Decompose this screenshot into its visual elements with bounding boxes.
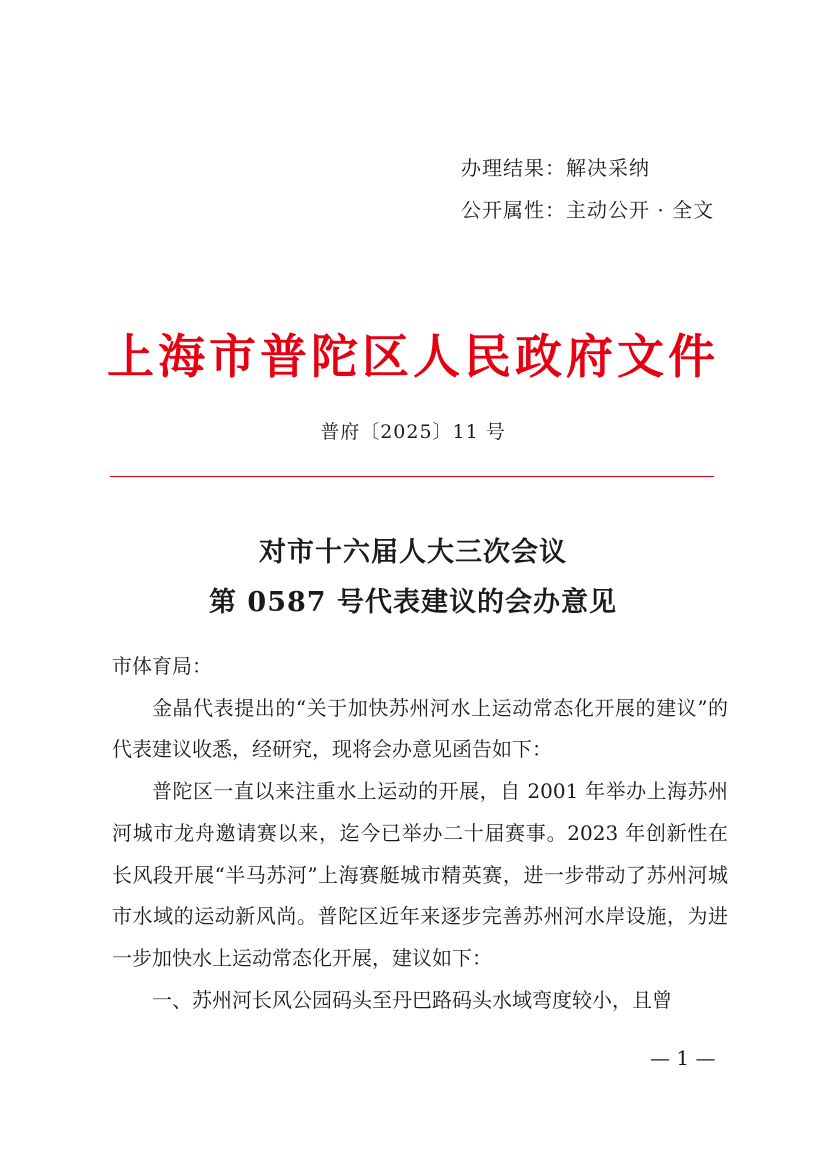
subject-title-line-2: 第 0587 号代表建议的会办意见 xyxy=(209,587,617,618)
subject-title-line-1: 对市十六届人大三次会议 xyxy=(259,537,567,568)
body-text xyxy=(112,646,728,1021)
page-number: — 1 — xyxy=(650,1046,716,1070)
body-paragraph: 普陀区一直以来注重水上运动的开展，自 2001 年举办上海苏州河城市龙舟邀请赛以来，迄今已举办二十届赛事。2023 年创新性在长风段开展“半马苏河”上海赛艇城市精英赛，进一步带动了苏州河城市水域的运动新风尚。普陀区近年来逐步完善苏州河水岸设施，为进一步加快水上运动常态化开展，建议如下： xyxy=(112,779,728,970)
red-divider-line xyxy=(110,476,714,477)
body-paragraph: 金晶代表提出的“关于加快苏州河水上运动常态化开展的建议”的代表建议收悉，经研究，现将会办意见函告如下： xyxy=(112,695,728,762)
document-header-title: 上海市普陀区人民政府文件 xyxy=(107,330,719,385)
disclosure-attribute: 公开属性：主动公开 · 全文 xyxy=(461,198,715,222)
document-number: 普府〔2025〕11 号 xyxy=(320,421,506,443)
salutation: 市体育局： xyxy=(112,654,212,678)
body-paragraph: 一、苏州河长风公园码头至丹巴路码头水域弯度较小，且曾 xyxy=(152,987,672,1012)
handling-result: 办理结果：解决采纳 xyxy=(461,156,650,180)
